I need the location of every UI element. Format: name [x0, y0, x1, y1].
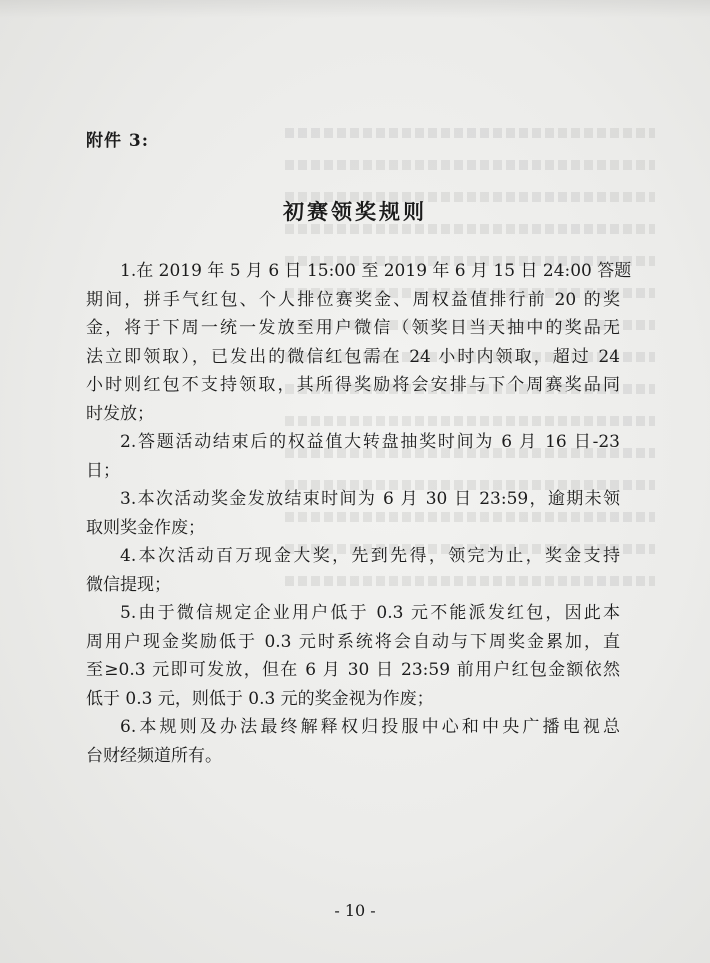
rule-2-line-1: 2.答题活动结束后的权益值大转盘抽奖时间为 6 月 16 日-23: [120, 432, 620, 452]
rule-5-line-3: 至≥0.3 元即可发放，但在 6 月 30 日 23:59 前用户红包金额依然: [86, 660, 620, 680]
rule-1-line-3: 金，将于下周一统一发放至用户微信（领奖日当天抽中的奖品无: [86, 318, 620, 338]
rule-3-line-2: 取则奖金作废；: [86, 517, 205, 538]
rule-5-line-1: 5.由于微信规定企业用户低于 0.3 元不能派发红包，因此本: [120, 603, 620, 623]
rule-5-line-2: 周用户现金奖励低于 0.3 元时系统将会自动与下周奖金累加，直: [86, 631, 620, 652]
scan-shadow: [0, 0, 710, 18]
page-title: 初赛领奖规则: [283, 199, 427, 224]
rule-4-line-2: 微信提现；: [86, 574, 171, 595]
rule-6-line-1: 6.本规则及办法最终解释权归投服中心和中央广播电视总: [120, 717, 620, 737]
rule-5-line-4: 低于 0.3 元，则低于 0.3 元的奖金视为作废；: [86, 688, 434, 709]
rule-1-line-2: 期间，拼手气红包、个人排位赛奖金、周权益值排行前 20 的奖: [86, 289, 620, 310]
rule-2-line-2: 日；: [86, 460, 120, 481]
rule-1-line-1: 1.在 2019 年 5 月 6 日 15:00 至 2019 年 6 月 15 日 24:00 答题: [120, 261, 632, 281]
rule-6-line-2: 台财经频道所有。: [86, 745, 222, 766]
rule-1-line-4: 法立即领取），已发出的微信红包需在 24 小时内领取，超过 24: [86, 346, 620, 367]
rule-3-line-1: 3.本次活动奖金发放结束时间为 6 月 30 日 23:59，逾期未领: [120, 489, 620, 509]
page-number: - 10 -: [334, 901, 376, 920]
attachment-label: 附件 3:: [86, 131, 150, 151]
rule-1-line-6: 时发放；: [86, 403, 154, 424]
rule-4-line-1: 4.本次活动百万现金大奖，先到先得，领完为止，奖金支持: [120, 546, 620, 566]
rule-1-line-5: 小时则红包不支持领取，其所得奖励将会安排与下个周赛奖品同: [86, 375, 620, 395]
rules-body: [86, 257, 632, 770]
